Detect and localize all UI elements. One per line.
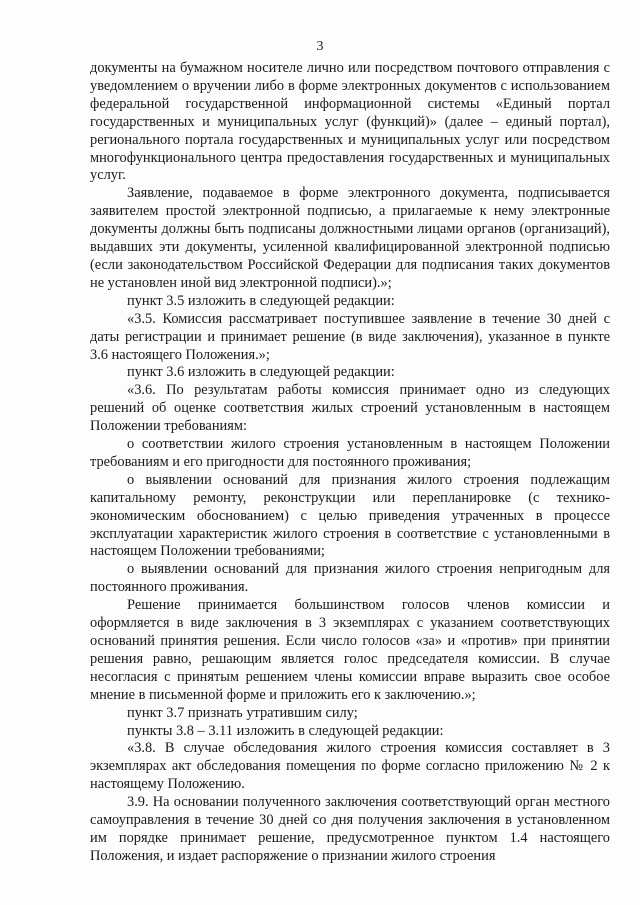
paragraph-clause-3-7: пункт 3.7 признать утратившим силу; bbox=[127, 704, 358, 721]
paragraph-clause-3-9: 3.9. На основании полученного заключения соответствующий орган местного самоуправления в течение 30 дней со дня получения заключения в установленном им порядке принимает решение, предусмотренное пунктом 1.4 настоящего Положения, и издает распоряжение о признании жилого строения bbox=[90, 794, 610, 864]
paragraph-submission-methods: документы на бумажном носителе лично или посредством почтового отправления с уведомлением о вручении либо в форме электронных документов с использованием федеральной государственной информационной системы «Единый портал государственных и муниципальных услуг (функций)» (далее – единый портал), регионального портала государственных и муниципальных услуг или посредством многофункционального центра предоставления государственных и муниципальных услуг. bbox=[90, 60, 610, 184]
paragraph-clause-3-6-intro: пункт 3.6 изложить в следующей редакции: bbox=[127, 364, 395, 381]
paragraph-clause-3-5-intro: пункт 3.5 изложить в следующей редакции: bbox=[127, 292, 395, 309]
paragraph-decision-repair: о выявлении оснований для признания жилого строения подлежащим капитальному ремонту, реконструкции или перепланировке (с технико-экономическим обоснованием) с целью приведения утраченных в процессе эксплуатации характеристик жилого строения в соответствие с установленными в настоящем Положении требованиями; bbox=[90, 471, 610, 560]
paragraph-decision-unfit: о выявлении оснований для признания жилого строения непригодным для постоянного проживания. bbox=[90, 561, 610, 596]
paragraph-electronic-signature: Заявление, подаваемое в форме электронного документа, подписывается заявителем простой электронной подписью, а прилагаемые к нему электронные документы должны быть подписаны должностными лицами органов (организаций), выдавших эти документы, усиленной квалифицированной электронной подписью (если законодательством Российской Федерации для подписания таких документов не установлен иной вид электронной подписи).»; bbox=[90, 185, 610, 291]
document-body bbox=[90, 60, 610, 866]
paragraph-voting: Решение принимается большинством голосов членов комиссии и оформляется в виде заключения в 3 экземплярах с указанием соответствующих оснований принятия решения. Если число голосов «за» и «против» при принятии решения равно, решающим является голос председателя комиссии. В случае несогласия с принятым решением члены комиссии вправе выразить свое особое мнение в письменной форме и приложить его к заключению.»; bbox=[90, 597, 610, 703]
paragraph-clause-3-5: «3.5. Комиссия рассматривает поступившее заявление в течение 30 дней с даты регистрации и принимает решение (в виде заключения), указанное в пункте 3.6 настоящего Положения.»; bbox=[90, 310, 610, 363]
page-number: 3 bbox=[316, 39, 324, 54]
paragraph-clause-3-8: «3.8. В случае обследования жилого строения комиссия составляет в 3 экземплярах акт обследования помещения по форме согласно приложению № 2 к настоящему Положению. bbox=[90, 740, 610, 793]
paragraph-clause-3-6: «3.6. По результатам работы комиссия принимает одно из следующих решений об оценке соответствия жилых строений установленным в настоящем Положении требованиям: bbox=[90, 382, 610, 435]
paragraph-clauses-3-8-3-11-intro: пункты 3.8 – 3.11 изложить в следующей редакции: bbox=[127, 722, 444, 739]
paragraph-decision-compliance: о соответствии жилого строения установленным в настоящем Положении требованиям и его пригодности для постоянного проживания; bbox=[90, 436, 610, 470]
